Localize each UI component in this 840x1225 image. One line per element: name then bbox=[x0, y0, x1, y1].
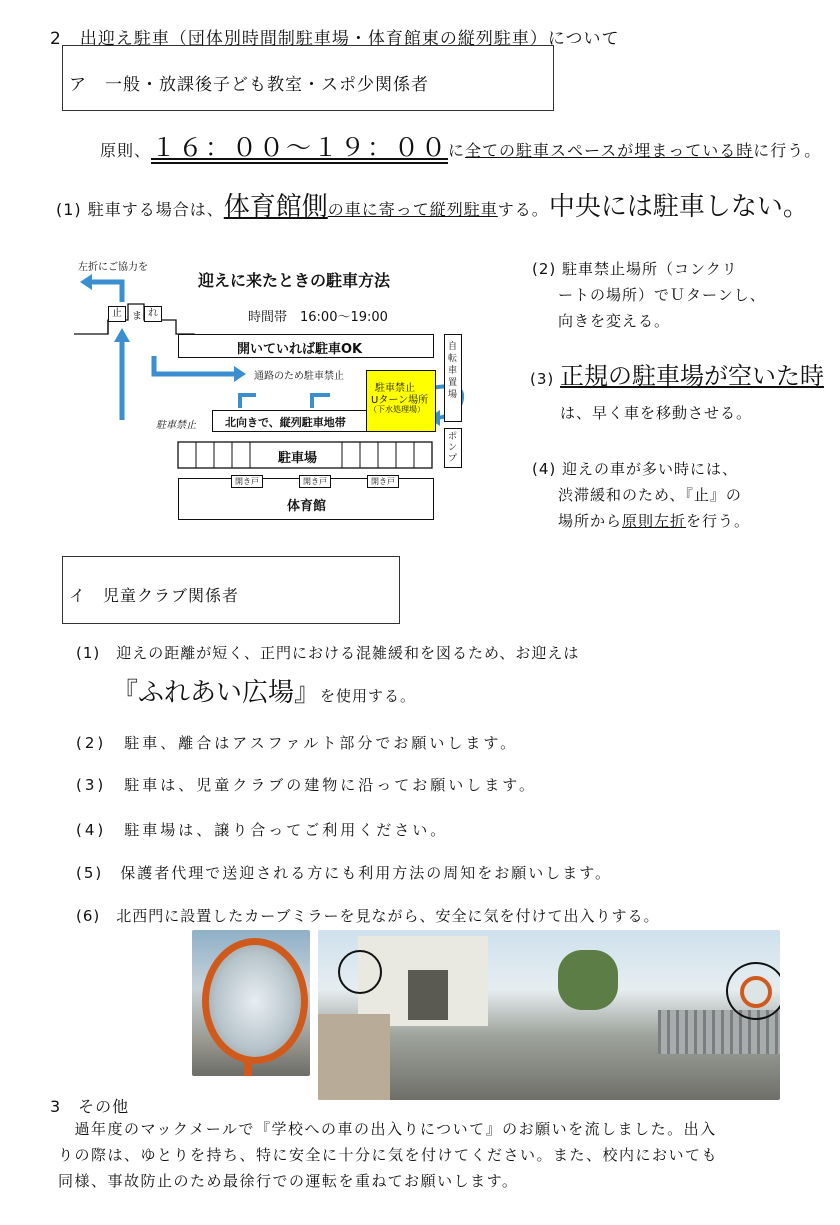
tree-shape bbox=[558, 950, 618, 1010]
mirror-highlight-circle-left bbox=[338, 950, 382, 994]
item-2-line-1: (2) 駐車禁止場所（コンクリ bbox=[532, 260, 738, 278]
item-2 bbox=[532, 256, 766, 334]
item-1-prefix: (1) 駐車する場合は、 bbox=[56, 200, 224, 219]
item-4-line-3-suffix: を行う。 bbox=[686, 512, 751, 530]
item-3-line-2: は、早く車を移動させる。 bbox=[560, 404, 753, 422]
principle-suffix: に行う。 bbox=[753, 141, 822, 160]
i-item-2: (2) 駐車、離合はアスファルト部分でお願いします。 bbox=[76, 734, 519, 752]
item-3-big: 正規の駐車場が空いた時 bbox=[560, 362, 825, 390]
i-item-3: (3) 駐車は、児童クラブの建物に沿ってお願いします。 bbox=[76, 776, 538, 794]
sign-ma: ま bbox=[132, 311, 142, 322]
section-3-line-2: りの際は、ゆとりを持ち、特に安全に十分に気を付けてください。また、校内においても bbox=[58, 1146, 719, 1164]
north-parking-zone bbox=[212, 410, 368, 432]
north-west-gate-photo bbox=[318, 930, 780, 1100]
item-1-mid: する。 bbox=[497, 200, 549, 219]
building-door bbox=[408, 970, 448, 1020]
section-3-line-3: 同様、事故防止のため最徐行での運転を重ねてお願いします。 bbox=[58, 1172, 519, 1190]
item-1-underlined: の車に寄って縦列駐車 bbox=[327, 200, 498, 219]
ok-parking-label: 開いていれば駐車OK bbox=[237, 342, 363, 357]
diagram-title: 迎えに来たときの駐車方法 bbox=[198, 271, 391, 290]
door-3: 開き戸 bbox=[367, 475, 399, 488]
mirror-icon-small bbox=[740, 976, 772, 1008]
i-item-6: (6) 北西門に設置したカーブミラーを見ながら、安全に気を付けて出入りする。 bbox=[76, 907, 660, 925]
item-3-number: (3) bbox=[530, 370, 555, 388]
no-parking-pass-label: 通路のため駐車禁止 bbox=[254, 371, 344, 382]
box-a-text: ア 一般・放課後子ども教室・スポ少関係者 bbox=[69, 75, 429, 95]
gate-pillar bbox=[318, 1014, 390, 1100]
uturn-line-2: Uターン場所 bbox=[371, 395, 429, 406]
box-a bbox=[62, 45, 554, 111]
i-item-5: (5) 保護者代理で送迎される方にも利用方法の周知をお願いします。 bbox=[76, 864, 613, 882]
section-2-heading: 2 出迎え駐車（団体別時間制駐車場・体育館東の縦列駐車）について bbox=[50, 29, 620, 49]
box-i-text: イ 児童クラブ関係者 bbox=[69, 586, 240, 605]
door-2: 開き戸 bbox=[299, 475, 331, 488]
i-item-1-big: 『ふれあい広場』 bbox=[112, 678, 321, 708]
item-2-line-3: 向きを変える。 bbox=[558, 312, 671, 330]
gym-label: 体育館 bbox=[287, 499, 327, 514]
principle-time: １６：００～１９：００ bbox=[151, 133, 449, 162]
item-4-line-3-prefix: 場所から bbox=[558, 512, 623, 530]
principle-prefix: 原則、 bbox=[100, 141, 152, 160]
door-1: 開き戸 bbox=[231, 475, 263, 488]
north-parking-label: 北向きで、縦列駐車地帯 bbox=[225, 416, 346, 429]
item-1-line bbox=[56, 186, 809, 223]
item-4-line-2: 渋滞緩和のため、『止』の bbox=[558, 486, 742, 504]
uturn-line-1: 駐車禁止 bbox=[375, 383, 415, 394]
principle-line bbox=[100, 128, 821, 164]
uturn-line-3: （下水処理場） bbox=[369, 405, 425, 414]
parking-lot-label: 駐車場 bbox=[278, 451, 318, 466]
principle-mid: に bbox=[448, 141, 466, 160]
bicycle-label: 自転車置場 bbox=[448, 342, 458, 400]
mirror-icon bbox=[202, 938, 308, 1064]
item-4-line-3-underlined: 原則左折 bbox=[622, 512, 687, 530]
no-parking-left-label: 駐車禁止 bbox=[156, 420, 196, 431]
ok-parking-row bbox=[178, 334, 434, 358]
pump-house bbox=[444, 428, 462, 468]
gym-building bbox=[178, 478, 434, 520]
i-item-4: (4) 駐車場は、譲り合ってご利用ください。 bbox=[76, 821, 449, 839]
sign-stop: 止 bbox=[108, 306, 126, 322]
item-1-big-no-center: 中央には駐車しない。 bbox=[548, 192, 809, 222]
section-3-line-1: 過年度のマックメールで『学校への車の出入りについて』のお願いを流しました。出入 bbox=[58, 1120, 717, 1138]
section-3-heading: 3 その他 bbox=[50, 1097, 130, 1116]
curve-mirror-closeup-photo bbox=[192, 930, 310, 1076]
item-3-line-1 bbox=[530, 356, 824, 391]
item-2-line-2: ートの場所）でＵターンし、 bbox=[558, 286, 766, 304]
left-turn-label: 左折にご協力を bbox=[78, 262, 148, 273]
item-4-line-3 bbox=[532, 508, 750, 534]
principle-underlined: 全ての駐車スペースが埋まっている時 bbox=[465, 141, 754, 160]
i-item-1-suffix: を使用する。 bbox=[320, 687, 417, 705]
i-item-1: (1) 迎えの距離が短く、正門における混雑緩和を図るため、お迎えは bbox=[76, 644, 580, 662]
time-label: 時間帯 16:00～19:00 bbox=[248, 310, 388, 325]
bicycle-parking bbox=[444, 334, 462, 422]
item-4 bbox=[532, 456, 750, 534]
item-1-big-gym-side: 体育館側 bbox=[223, 192, 328, 222]
parking-diagram bbox=[60, 250, 480, 530]
sign-re: れ bbox=[144, 306, 162, 322]
mirror-pole bbox=[244, 1058, 252, 1076]
item-4-line-1: (4) 迎えの車が多い時には、 bbox=[532, 460, 739, 478]
uturn-zone bbox=[366, 370, 436, 432]
i-item-1-line-2 bbox=[112, 672, 416, 709]
pump-label: ポンプ bbox=[448, 432, 458, 464]
box-i bbox=[62, 556, 400, 624]
